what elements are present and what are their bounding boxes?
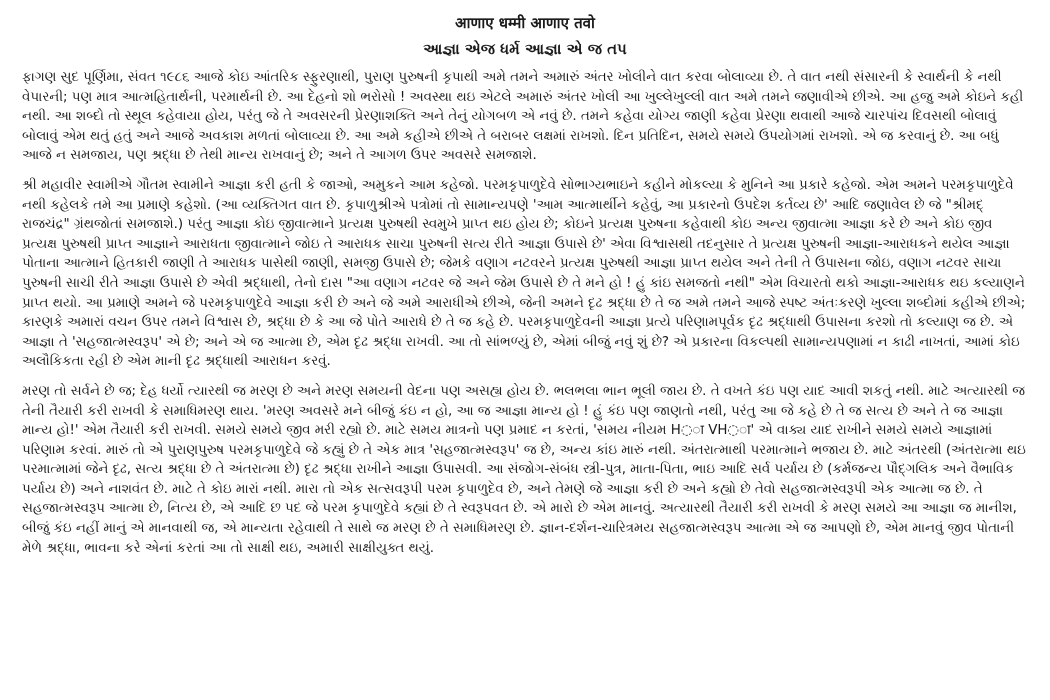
paragraph-3: મરણ તો સર્વને છે જ; દેહ ધર્યો ત્યારથી જ મરણ છે અને મરણ સમયની વેદના પણ અસહ્ય હોય છે. ભલભલા ભાન ભૂલી જાય છે. તે વખતે કંઇ પણ યાદ આવી શકતું નથી. માટે અત્યારથી જ તેની તૈયારી કરી રાખવી કે સમાધિમરણ થાય. 'મરણ અવસરે મને બીજું કંઇ ન હો, આ જ આજ્ઞા માન્ય હો ! હું કંઇ પણ જાણતો નથી, પરંતુ આ જે કહે છે તે જ સત્ય છે અને તે જ આજ્ઞા માન્ય હો!' એમ તૈયારી કરી રાખવી. સમયે સમયે જીવ મરી રહ્યો છે. માટે સમય માત્રનો પણ પ્રમાદ ન કરતાં, 'સમય નીયમ H◌ा VH◌ा' એ વાક્ય યાદ રાખીને સમયે સમયે આજ્ઞામાં પરિણામ કરવાં. મારું તો એ પુરાણપુરુષ પરમકૃપાળુદેવે જે કહ્યું છે તે એક માત્ર 'સહજાત્મસ્વરૂપ' જ છે, અન્ય કાંઇ મારું નથી. અંતરાત્માથી પરમાત્માને ભજાય છે. માટે અંતરથી (અંતરાત્મા થઇ પરમાત્મામાં જેને દૃઢ, સત્ય શ્રદ્ધા છે તે અંતરાત્મા છે) દૃઢ શ્રદ્ધા રાખીને આજ્ઞા ઉપાસવી. આ સંજોગ-સંબંધ સ્ત્રી-પુત્ર, માતા-પિતા, ભાઇ આદિ સર્વ પર્યાય છે (કર્મજન્ય પૌદ્ગલિક અને વૈભાવિક પર્યાય છે) અને નાશવંત છે. માટે તે કોઇ મારાં નથી. મારા તો એક સત્સવરૂપી પરમ કૃપાળુદેવ છે, અને તેમણે જે આજ્ઞા કરી છે અને કહ્યો છે તેવો સહજાત્મસ્વરૂપી એક આત્મા જ છે. તે સહજાત્મસ્વરૂપ આત્મા છે, નિત્ય છે, એ આદિ છ પદ જે પરમ કૃપાળુદેવે કહ્યાં છે તે સ્વરૂપવત છે. એ મારો છે એમ માનવું. અત્યારથી તૈયારી કરી રાખવી કે મરણ સમયે આ આજ્ઞા જ માનીશ, બીજું કંઇ નહીં માનું એ માનવાથી જ, એ માન્યતા રહેવાથી તે સાથે જ મરણ છે તે સમાધિમરણ છે. જ્ઞાન-દર્શન-ચારિત્રમય સહજાત્મસ્વરૂપ આત્મા એ જ આપણો છે, એમ માનવું જીવ પોતાની મેળે શ્રદ્ધા, ભાવના કરે એનાં કરતાં આ તો સાક્ષી થઇ, અમારી સાક્ષીયુક્ત થયું. xyxy=(22,383,1026,556)
paragraph-1: ફાગણ સુદ પૂર્ણિમા, સંવત ૧૯૮૬ આજે કોઇ આંતરિક સ્ફુરણાથી, પુરાણ પુરુષની કૃપાથી અમે તમને અમારું અંતર ખોલીને વાત કરવા બોલાવ્યા છે. તે વાત નથી સંસારની કે સ્વાર્થની કે નથી વેપારની; પણ માત્ર આત્મહિતાર્થની, પરમાર્થની છે. આ દેહનો શો ભરોસો ! અવસ્થા થઇ એટલે અમારું અંતર ખોલી આ ખુલ્લેખુલ્લી વાત અમે તમને જણાવીએ છીએ. આ હજુ અમે કોઇને કહી નથી. આ શબ્દો તો સ્થૂલ કહેવાયા હોય, પરંતુ જે તે અવસરની પ્રેરણાશક્તિ અને તેનું યોગબળ એ નવું છે. તમને કહેવા યોગ્ય જાણી કહેવા પ્રેરણા થવાથી આજે ચારપાંચ દિવસથી બોલાવું બોલાવું એમ થતું હતું અને આજે અવકાશ મળતાં બોલાવ્યા છે. આ અમે કહીએ છીએ તે બરાબર લક્ષમાં રાખશો. દિન પ્રતિદિન, સમયે સમયે ઉપયોગમાં રાખશો. એ જ કરવાનું છે. આ બધું આજે ન સમજાય, પણ શ્રદ્ધા છે તેથી માન્ય રાખવાનું છે; અને તે આગળ ઉપર અવસરે સમજાશે. xyxy=(22,70,1024,164)
paragraph-2: શ્રી મહાવીર સ્વામીએ ગૌતમ સ્વામીને આજ્ઞા કરી હતી કે જાઓ, અમુકને આમ કહેજો. પરમકૃપાળુદેવે સોભાગ્યભાઇને કહીને મોકલ્યા કે મુનિને આ પ્રકારે કહેજો. એમ અમને પરમકૃપાળુદેવે નથી કહેલકે તમે આ પ્રમાણે કહેશો. (આ વ્યક્તિગત વાત છે. કૃપાળુશ્રીએ પત્રોમાં તો સામાન્યપણે 'આમ આત્માર્થીને કહેવું, આ પ્રકારનો ઉપદેશ કર્તવ્ય છે' આદિ જણાવેલ છે જે "શ્રીમદ્ રાજચંદ્ર" ગ્રંથજોતાં સમજાશે.) પરંતુ આજ્ઞા કોઇ જીવાત્માને પ્રત્યક્ષ પુરુષથી સ્વમુખે પ્રાપ્ત થઇ હોય છે; કોઇને પ્રત્યક્ષ પુરુષના કહેવાથી કોઇ અન્ય જીવાત્મા આજ્ઞા કરે છે અને કોઇ જીવ પ્રત્યક્ષ પુરુષથી પ્રાપ્ત આજ્ઞાને આરાધતા જીવાત્માને જોઇ તે આરાધક સાચા પુરુષની સત્ય રીતે આજ્ઞા ઉપાસે છે' એવા વિશ્વાસથી તદનુસાર તે પ્રત્યક્ષ પુરુષની આજ્ઞા-આરાધકને થયેલ આજ્ઞા પોતાના આત્માને હિતકારી જાણી તે આરાધક પાસેથી જાણી, સમજી ઉપાસે છે; જેમકે વણાગ નટવરને પ્રત્યક્ષ પુરુષથી આજ્ઞા પ્રાપ્ત થયેલ અને તેની તે ઉપાસના જોઇ, વણાગ નટવર સાચા પુરુષની સાચી રીતે આજ્ઞા ઉપાસે છે એવી શ્રદ્ધાથી, તેનો દાસ "આ વણાગ નટવર જે અને જેમ ઉપાસે છે તે મને હો ! હું કાંઇ સમજતો નથી" એમ વિચારતો થકો આજ્ઞા-આરાધક થઇ કલ્યાણને પ્રાપ્ત થયો. આ પ્રમાણે અમને જે પરમકૃપાળુદેવે આજ્ઞા કરી છે અને જે અમે આરાધીએ છીએ, જેની અમને દૃઢ શ્રદ્ધા છે તે જ અમે તમને આજે સ્પષ્ટ અંતઃકરણે ખુલ્લા શબ્દોમાં કહીએ છીએ; કારણકે અમારાં વચન ઉપર તમને વિશ્વાસ છે, શ્રદ્ધા છે કે આ જે પોતે આરાધે છે તે જ કહે છે. પરમકૃપાળુદેવની આજ્ઞા પ્રત્યે પરિણામપૂર્વક દૃઢ શ્રદ્ધાથી ઉપાસના કરશો તો કલ્યાણ જ છે. એ આજ્ઞા તે 'સહજાત્મસ્વરૂપ' એ છે; અને એ જ આત્મા છે, એમ દૃઢ શ્રદ્ધા રાખવી. આ તો સાંભળ્યું છે, એમાં બીજું નવું શું છે? એ પ્રકારના વિકલ્પથી સામાન્યપણામાં ન કાઢી નાખતાં, આમાં કોઇ અલૌકિકતા રહી છે એમ માની દૃઢ શ્રદ્ધાથી આરાધન કરવું. xyxy=(22,177,1026,370)
page-title: आणाए धम्मी आणाए तवो xyxy=(455,14,595,32)
page-subtitle: આજ્ઞા એજ ધર્મ આજ્ઞા એ જ તપ xyxy=(423,40,627,58)
